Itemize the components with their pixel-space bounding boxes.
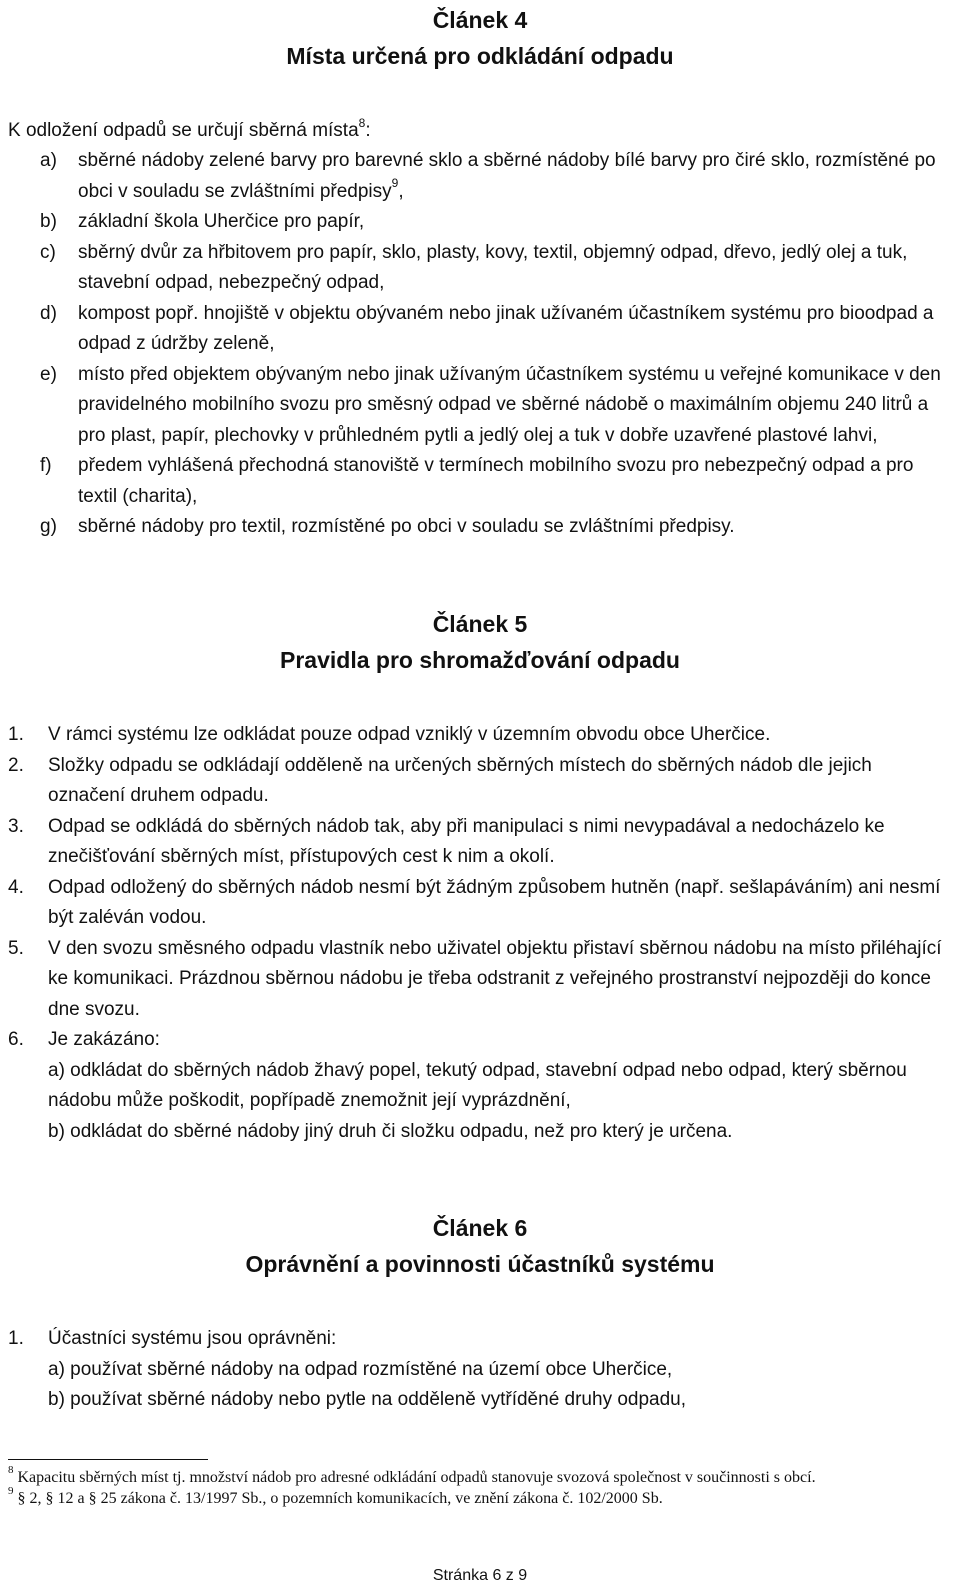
article-5-heading: Článek 5: [432, 611, 528, 637]
footnote-8: [8, 1463, 948, 1488]
article-4-title: Místa určená pro odkládání odpadu: [286, 43, 674, 69]
list-item-label: 6.: [8, 1029, 24, 1050]
list-item-text: předem vyhlášená přechodná stanoviště v termínech mobilního svozu pro nebezpečný odpad a pro textil (charita),: [78, 455, 914, 507]
list-item: [40, 146, 948, 207]
list-item-label: d): [40, 302, 57, 324]
list-item-label: 4.: [8, 876, 24, 898]
list-item-text: Odpad se odkládá do sběrných nádob tak, aby při manipulaci s nimi nevypadával a nedocházelo ke znečišťování sběrných míst, přístupových cest k nim a okolí.: [48, 815, 885, 867]
article-6-heading: Článek 6: [432, 1215, 528, 1241]
article-5-list: [8, 720, 948, 1147]
list-item: [40, 451, 948, 512]
footnotes: [8, 1463, 948, 1509]
article-6-list: [8, 1324, 948, 1416]
list-item: [8, 1025, 948, 1056]
list-item-label: 3.: [8, 815, 24, 837]
footnote-ref-8: 8: [358, 115, 366, 130]
article-4-intro: [8, 116, 948, 147]
article-6-title: Oprávnění a povinnosti účastníků systému: [245, 1251, 715, 1277]
prohibited-item: b) odkládat do sběrné nádoby jiný druh či složku odpadu, než pro který je určena.: [48, 1120, 733, 1142]
list-item: [40, 360, 948, 452]
list-item-text: Odpad odložený do sběrných nádob nesmí být žádným způsobem hutněn (např. sešlapáváním) ani nesmí být zaléván vodou.: [48, 876, 941, 928]
list-item-label: f): [40, 455, 52, 476]
rights-item: a) používat sběrné nádoby na odpad rozmístěné na území obce Uherčice,: [48, 1358, 673, 1380]
rights-list: [8, 1355, 948, 1416]
list-item: [8, 1324, 948, 1355]
list-item: [40, 207, 948, 238]
list-item-end: ,: [398, 180, 404, 202]
article-4-heading: Článek 4: [432, 7, 528, 33]
list-item-label: b): [40, 211, 57, 232]
footnote-ref-9: 9: [391, 176, 399, 191]
list-item-text: V den svozu směsného odpadu vlastník nebo uživatel objektu přistaví sběrnou nádobu na místo přiléhající ke komunikaci. Prázdnou sběrnou nádobu je třeba odstranit z veřejného prostranství nejpozději do konce dne svozu.: [48, 937, 942, 1020]
page-number: Stránka 6 z 9: [432, 1567, 528, 1584]
list-item-text: Je zakázáno:: [48, 1029, 160, 1050]
list-item-text: základní škola Uherčice pro papír,: [78, 211, 365, 232]
footnote-number: 9: [8, 1484, 14, 1497]
list-item: [8, 873, 948, 934]
list-item: [40, 238, 948, 299]
list-item-text: místo před objektem obývaným nebo jinak užívaným účastníkem systému u veřejné komunikace v den pravidelného mobilního svozu pro směsný odpad ve sběrné nádobě o maximálním objemu 240 litrů a pro plast, papír, plechovky v průhledném pytli a jedlý olej a tuk v dobře uzavřené plastové lahvi,: [78, 363, 941, 446]
list-item-text: kompost popř. hnojiště v objektu obývaném nebo jinak užívaném účastníkem systému pro bioodpad a odpad z údržby zeleně,: [78, 302, 934, 354]
list-item-label: 5.: [8, 937, 24, 959]
footnote-9: [8, 1484, 948, 1509]
article-4-list: [40, 146, 948, 543]
intro-text: K odložení odpadů se určují sběrná místa: [8, 120, 359, 141]
list-item-text: Účastníci systému jsou oprávněni:: [48, 1328, 337, 1349]
list-item-label: e): [40, 363, 57, 385]
footnote-separator: [8, 1459, 208, 1460]
prohibited-list: [8, 1056, 948, 1148]
list-item: [8, 751, 948, 812]
list-item: [40, 299, 948, 360]
footnote-text: § 2, § 12 a § 25 zákona č. 13/1997 Sb., o pozemních komunikacích, ve znění zákona č. 102/2000 Sb.: [17, 1490, 663, 1507]
list-item: [40, 512, 948, 543]
list-item: [8, 812, 948, 873]
footnote-text: Kapacitu sběrných míst tj. množství nádob pro adresné odkládání odpadů stanovuje svozová společnost v součinnosti s obcí.: [17, 1469, 816, 1486]
list-item-text: sběrný dvůr za hřbitovem pro papír, sklo, plasty, kovy, textil, objemný odpad, dřevo, jedlý olej a tuk, stavební odpad, nebezpečný odpad,: [78, 241, 908, 293]
list-item-label: 2.: [8, 754, 24, 776]
list-item-text: sběrné nádoby zelené barvy pro barevné sklo a sběrné nádoby bílé barvy pro čiré sklo, rozmístěné po obci v souladu se zvláštními předpisy: [78, 150, 936, 202]
list-item-text: V rámci systému lze odkládat pouze odpad vzniklý v územním obvodu obce Uherčice.: [48, 724, 771, 745]
list-item-label: g): [40, 516, 57, 537]
prohibited-item: a) odkládat do sběrných nádob žhavý popel, tekutý odpad, stavební odpad nebo odpad, který sběrnou nádobu může poškodit, popřípadě znemožnit její vyprázdnění,: [48, 1059, 907, 1111]
list-item-text: Složky odpadu se odkládají odděleně na určených sběrných místech do sběrných nádob dle jejich označení druhem odpadu.: [48, 754, 872, 806]
rights-item: b) používat sběrné nádoby nebo pytle na odděleně vytříděné druhy odpadu,: [48, 1389, 687, 1410]
article-5-title: Pravidla pro shromažďování odpadu: [280, 647, 680, 673]
list-item: [8, 720, 948, 751]
footnote-number: 8: [8, 1463, 14, 1476]
intro-colon: :: [365, 120, 371, 141]
list-item-label: 1.: [8, 1328, 24, 1349]
list-item-text: sběrné nádoby pro textil, rozmístěné po obci v souladu se zvláštními předpisy.: [78, 516, 735, 537]
list-item-label: 1.: [8, 724, 24, 745]
list-item-label: c): [40, 241, 56, 263]
list-item-label: a): [40, 150, 57, 171]
list-item: [8, 934, 948, 1026]
